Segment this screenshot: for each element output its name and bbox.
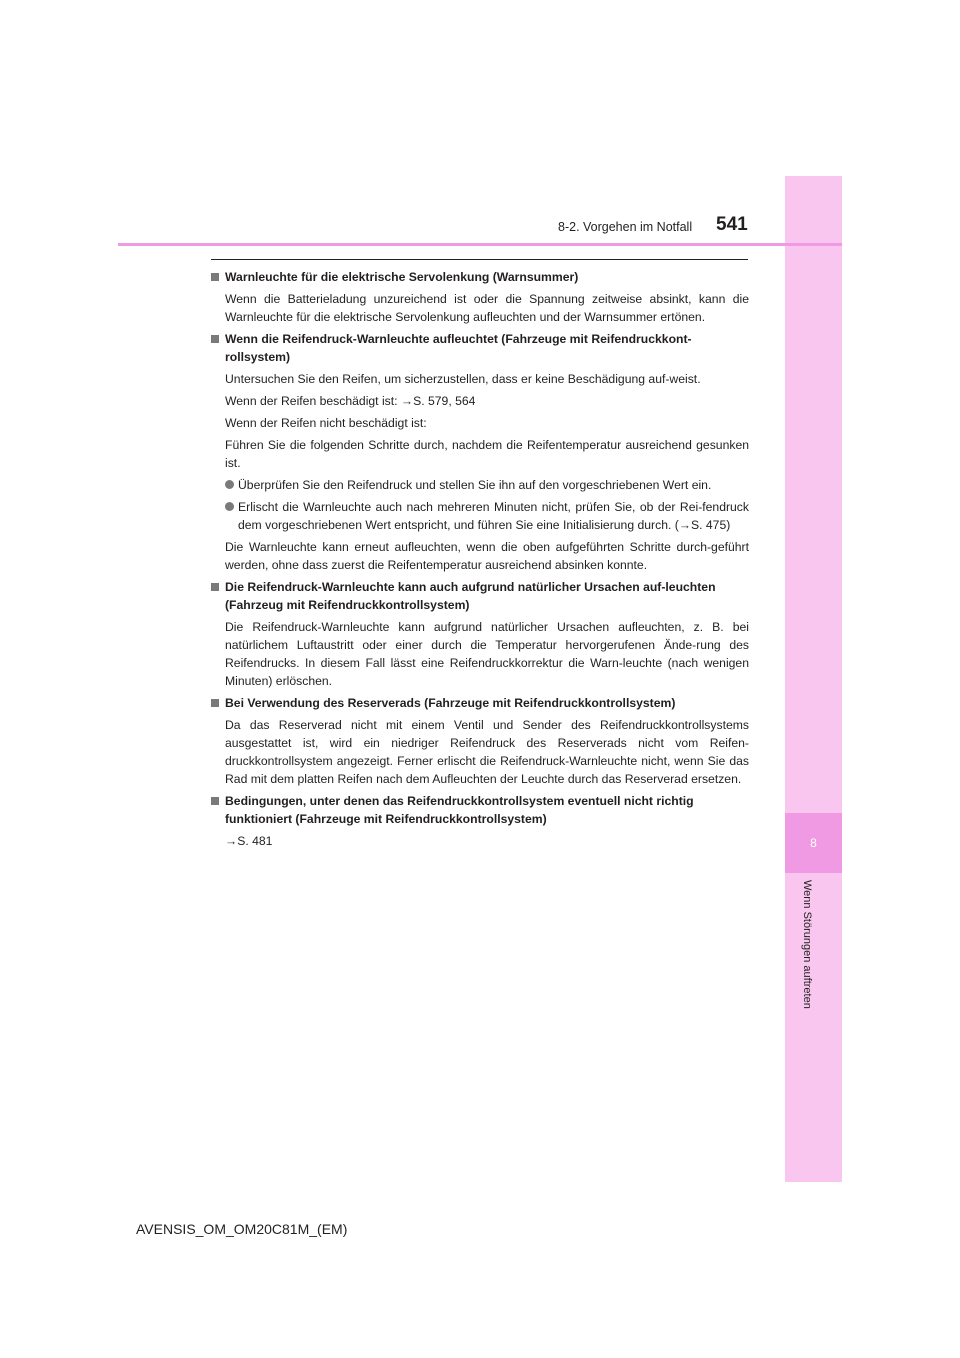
paragraph: Die Warnleuchte kann erneut aufleuchten, wenn die oben aufgeführten Schritte durch-geführt werden, ohne dass zuerst die Reifentemperatur ausreichend absinken konnte. — [225, 540, 749, 572]
square-bullet-icon — [211, 699, 219, 707]
paragraph: Wenn die Batterieladung unzureichend ist oder die Spannung zeitweise absinkt, kann die Warnleuchte für die elektrische Servolenkung aufleuchten und der Warnsummer ertönen. — [225, 292, 749, 324]
section-heading: Bedingungen, unter denen das Reifendruckkontrollsystem eventuell nicht richtig funktioniert (Fahrzeuge mit Reifendruckkontrollsystem) — [211, 792, 749, 828]
section-heading: Warnleuchte für die elektrische Servolenkung (Warnsummer) — [211, 268, 749, 286]
document-code: AVENSIS_OM_OM20C81M_(EM) — [136, 1221, 348, 1237]
round-bullet-icon — [225, 502, 234, 511]
section-heading: Die Reifendruck-Warnleuchte kann auch aufgrund natürlicher Ursachen auf-leuchten (Fahrzeug mit Reifendruckkontrollsystem) — [211, 578, 749, 614]
page-reference: →S. 481 — [225, 834, 273, 848]
list-item: Erlischt die Warnleuchte auch nach mehreren Minuten nicht, prüfen Sie, ob der Rei-fendruck dem vorgeschriebenen Wert entspricht, und führen Sie eine Initialisierung durch. (→S. 475) — [225, 498, 749, 534]
chapter-number: 8 — [785, 813, 842, 873]
paragraph: Wenn der Reifen beschädigt ist: →S. 579, 564 — [225, 394, 476, 408]
content-top-rule — [211, 259, 748, 260]
header-rule — [118, 243, 842, 246]
paragraph: Die Reifendruck-Warnleuchte kann aufgrund natürlicher Ursachen aufleuchten, z. B. bei natürlichem Luftaustritt oder einer durch die Temperatur hervorgerufenen Ände-rung des Reifendrucks. In diesem Fall lässt eine Reifendruckkorrektur die Warn-leuchte (nach wenigen Minuten) erlöschen. — [225, 620, 749, 688]
square-bullet-icon — [211, 797, 219, 805]
paragraph: Da das Reserverad nicht mit einem Ventil und Sender des Reifendruckkontrollsystems ausgestattet ist, wird ein niedriger Reifendruck des Reserverads nicht vom Reifen-druckkontrollsystem angezeigt. Ferner erlischt die Reifendruck-Warnleuchte nicht, wenn Sie das Rad mit dem platten Reifen nach dem Aufleuchten der Leuchte durch das Reserverad ersetzen. — [225, 718, 749, 786]
square-bullet-icon — [211, 335, 219, 343]
page-content — [211, 268, 749, 854]
page-number: 541 — [716, 214, 748, 235]
chapter-side-tab — [785, 176, 842, 1182]
round-bullet-icon — [225, 480, 234, 489]
list-item: Überprüfen Sie den Reifendruck und stellen Sie ihn auf den vorgeschriebenen Wert ein. — [225, 476, 749, 494]
paragraph: Wenn der Reifen nicht beschädigt ist: — [225, 416, 427, 430]
section-reference: 8-2. Vorgehen im Notfall — [558, 220, 693, 234]
section-heading: Bei Verwendung des Reserverads (Fahrzeuge mit Reifendruckkontrollsystem) — [211, 694, 749, 712]
chapter-title: Wenn Störungen auftreten — [801, 880, 813, 1009]
square-bullet-icon — [211, 583, 219, 591]
section-heading: Wenn die Reifendruck-Warnleuchte aufleuchtet (Fahrzeuge mit Reifendruckkont-rollsystem) — [211, 330, 749, 366]
paragraph: Untersuchen Sie den Reifen, um sicherzustellen, dass er keine Beschädigung auf-weist. — [225, 372, 701, 386]
square-bullet-icon — [211, 273, 219, 281]
paragraph: Führen Sie die folgenden Schritte durch, nachdem die Reifentemperatur ausreichend gesunken ist. — [225, 438, 749, 470]
